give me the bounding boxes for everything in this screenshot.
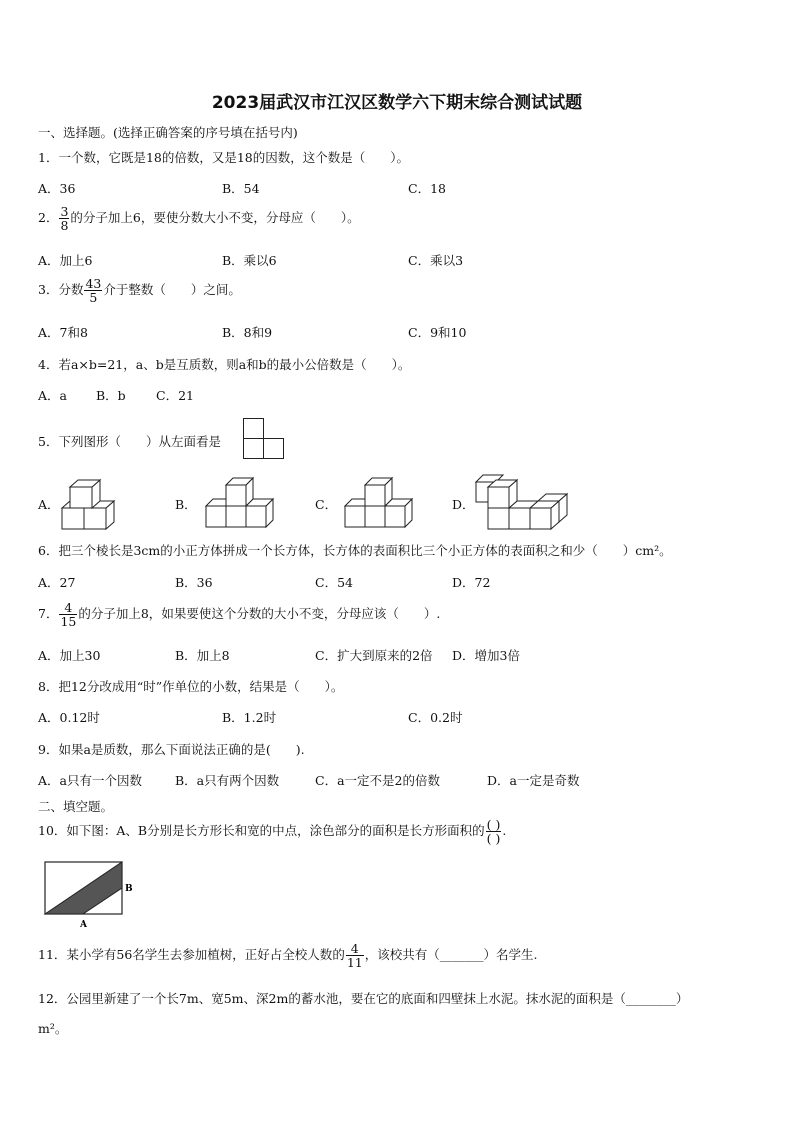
- question-12-unit: m²。: [38, 1021, 68, 1036]
- q8-option-c: C．0.2时: [408, 710, 463, 725]
- q7-option-d: D．增加3倍: [452, 648, 520, 663]
- q9-option-d: D．a一定是奇数: [487, 773, 580, 788]
- q9-option-b: B．a只有两个因数: [175, 773, 280, 788]
- question-12: 12．公园里新建了一个长7m、宽5m、深2m的蓄水池，要在它的底面和四壁抹上水泥。抹水泥的面积是（________）: [38, 991, 689, 1006]
- q3-option-c: C．9和10: [408, 325, 467, 340]
- question-7: 7． $\frac{4}{15}$ 的分子加上8，如果要使这个分数的大小不变，分母应该（ ）.: [38, 600, 441, 630]
- q7-option-b: B．加上8: [175, 648, 230, 663]
- q4-option-b: B．b: [96, 388, 126, 403]
- question-9: 9．如果a是质数，那么下面说法正确的是( ).: [38, 742, 305, 757]
- fraction-43-5: $\frac{43}{5}$: [85, 276, 102, 306]
- question-3: 3．分数 $\frac{43}{5}$ 介于整数（ ）之间。: [38, 276, 241, 306]
- question-10: 10．如下图：A、B分别是长方形长和宽的中点，涂色部分的面积是长方形面积的 $\frac{( )}{( )}$ .: [38, 817, 507, 847]
- point-a-label: A: [80, 920, 87, 930]
- rectangle-shaded-figure: [44, 861, 144, 931]
- question-1: 1．一个数，它既是18的倍数，又是18的因数，这个数是（ ）。: [38, 150, 410, 165]
- fraction-4-15: $\frac{4}{15}$: [60, 600, 77, 630]
- section-choice-heading: 一、选择题。(选择正确答案的序号填在括号内): [38, 125, 298, 140]
- left-view-figure: [243, 418, 285, 462]
- q4-option-a: A．a: [38, 388, 67, 403]
- section-fill-heading: 二、填空题。: [38, 799, 114, 814]
- q5-figure-c: [344, 478, 416, 530]
- q9-option-c: C．a一定不是2的倍数: [315, 773, 440, 788]
- q6-option-d: D．72: [452, 575, 491, 590]
- q3-option-b: B．8和9: [222, 325, 273, 340]
- q2-option-b: B．乘以6: [222, 253, 277, 268]
- q5-figure-b: [205, 478, 277, 530]
- q4-option-c: C．21: [156, 388, 194, 403]
- question-2: 2． $\frac{3}{8}$ 的分子加上6，要使分数大小不变，分母应（ ）。: [38, 204, 360, 234]
- fraction-blank: $\frac{( )}{( )}$: [486, 817, 501, 847]
- fraction-4-11: $\frac{4}{11}$: [346, 941, 363, 971]
- q5-figure-d: [474, 472, 570, 532]
- q1-option-c: C．18: [408, 181, 446, 196]
- q5-option-b: B．: [175, 497, 197, 512]
- q7-option-c: C．扩大到原来的2倍: [315, 648, 433, 663]
- question-11: 11．某小学有56名学生去参加植树，正好占全校人数的 $\frac{4}{11}$ ，该校共有（_______）名学生.: [38, 941, 538, 971]
- q3-option-a: A．7和8: [38, 325, 88, 340]
- q2-option-c: C．乘以3: [408, 253, 464, 268]
- q6-option-b: B．36: [175, 575, 213, 590]
- page-title: 2023届武汉市江汉区数学六下期末综合测试试题: [211, 93, 583, 113]
- q9-option-a: A．a只有一个因数: [38, 773, 142, 788]
- q5-option-a: A．: [38, 497, 60, 512]
- q7-option-a: A．加上30: [38, 648, 101, 663]
- q6-option-a: A．27: [38, 575, 76, 590]
- q8-option-a: A．0.12时: [38, 710, 100, 725]
- q5-option-d: D．: [452, 497, 475, 512]
- question-4: 4．若a×b=21，a、b是互质数，则a和b的最小公倍数是（ ）。: [38, 357, 411, 372]
- q1-option-a: A．36: [38, 181, 76, 196]
- q5-figure-a: [60, 474, 120, 532]
- q6-option-c: C．54: [315, 575, 353, 590]
- question-8: 8．把12分改成用“时”作单位的小数，结果是（ ）。: [38, 679, 344, 694]
- question-5: 5．下列图形（ ）从左面看是: [38, 434, 221, 449]
- q8-option-b: B．1.2时: [222, 710, 277, 725]
- q1-option-b: B．54: [222, 181, 260, 196]
- question-6: 6．把三个棱长是3cm的小正方体拼成一个长方体，长方体的表面积比三个小正方体的表面积之和少（ ）cm²。: [38, 543, 672, 558]
- point-b-label: B: [125, 884, 133, 894]
- fraction-3-8: $\frac{3}{8}$: [60, 204, 69, 234]
- q2-option-a: A．加上6: [38, 253, 93, 268]
- q5-option-c: C．: [315, 497, 338, 512]
